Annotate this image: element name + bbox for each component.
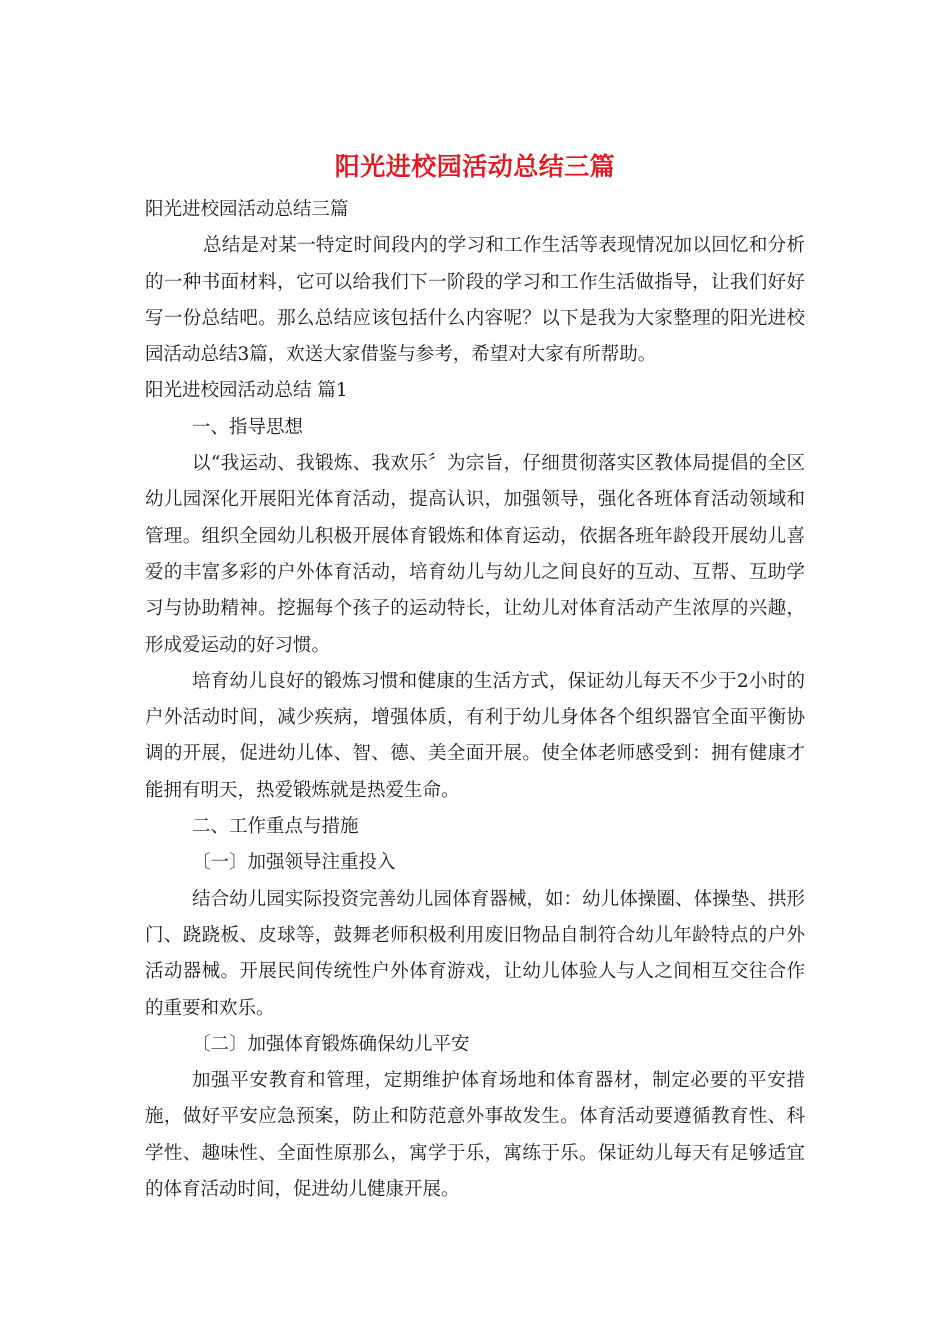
section2-heading: 二、工作重点与措施 bbox=[192, 816, 359, 838]
section1-paragraph-2: 培育幼儿良好的锻炼习惯和健康的生活方式，保证幼儿每天不少于2小时的户外活动时间，减少疾病，增强体质，有利于幼儿身体各个组织器官全面平衡协调的开展，促进幼儿体、智、德、美全面开展。使全体老师感受到：拥有健康才能拥有明天，热爱锻炼就是热爱生命。 bbox=[145, 670, 805, 801]
intro-paragraph: 总结是对某一特定时间段内的学习和工作生活等表现情况加以回忆和分析的一种书面材料，它可以给我们下一阶段的学习和工作生活做指导，让我们好好写一份总结吧。那么总结应该包括什么内容呢？以下是我为大家整理的阳光进校园活动总结3篇，欢送大家借鉴与参考，希望对大家有所帮助。 bbox=[145, 235, 805, 366]
subsection2-heading: 〔二〕加强体育锻炼确保幼儿平安 bbox=[192, 1033, 470, 1055]
section1-heading: 一、指导思想 bbox=[192, 416, 304, 438]
document-body bbox=[145, 192, 805, 1208]
document-title: 阳光进校园活动总结三篇 bbox=[334, 152, 616, 181]
subtitle-paragraph: 阳光进校园活动总结三篇 bbox=[145, 199, 349, 220]
section1-paragraph-1: 以“我运动、我锻炼、我欢乐〞为宗旨，仔细贯彻落实区教体局提倡的全区幼儿园深化开展阳光体育活动，提高认识，加强领导，强化各班体育活动领域和管理。组织全园幼儿积极开展体育锻炼和体育运动，依据各班年龄段开展幼儿喜爱的丰富多彩的户外体育活动，培育幼儿与幼儿之间良好的互动、互帮、互助学习与协助精神。挖掘每个孩子的运动特长，让幼儿对体育活动产生浓厚的兴趣，形成爱运动的好习惯。 bbox=[145, 453, 805, 656]
part1-heading: 阳光进校园活动总结 篇1 bbox=[145, 380, 348, 402]
subsection2-paragraph: 加强平安教育和管理，定期维护体育场地和体育器材，制定必要的平安措施，做好平安应急预案，防止和防范意外事故发生。体育活动要遵循教育性、科学性、趣味性、全面性原那么，寓学于乐，寓练于乐。保证幼儿每天有足够适宜的体育活动时间，促进幼儿健康开展。 bbox=[145, 1070, 805, 1201]
subsection1-heading: 〔一〕加强领导注重投入 bbox=[192, 852, 396, 874]
subsection1-paragraph: 结合幼儿园实际投资完善幼儿园体育器械，如：幼儿体操圈、体操垫、拱形门、跷跷板、皮球等，鼓舞老师积极利用废旧物品自制符合幼儿年龄特点的户外活动器械。开展民间传统性户外体育游戏，让幼儿体验人与人之间相互交往合作的重要和欢乐。 bbox=[145, 888, 805, 1019]
